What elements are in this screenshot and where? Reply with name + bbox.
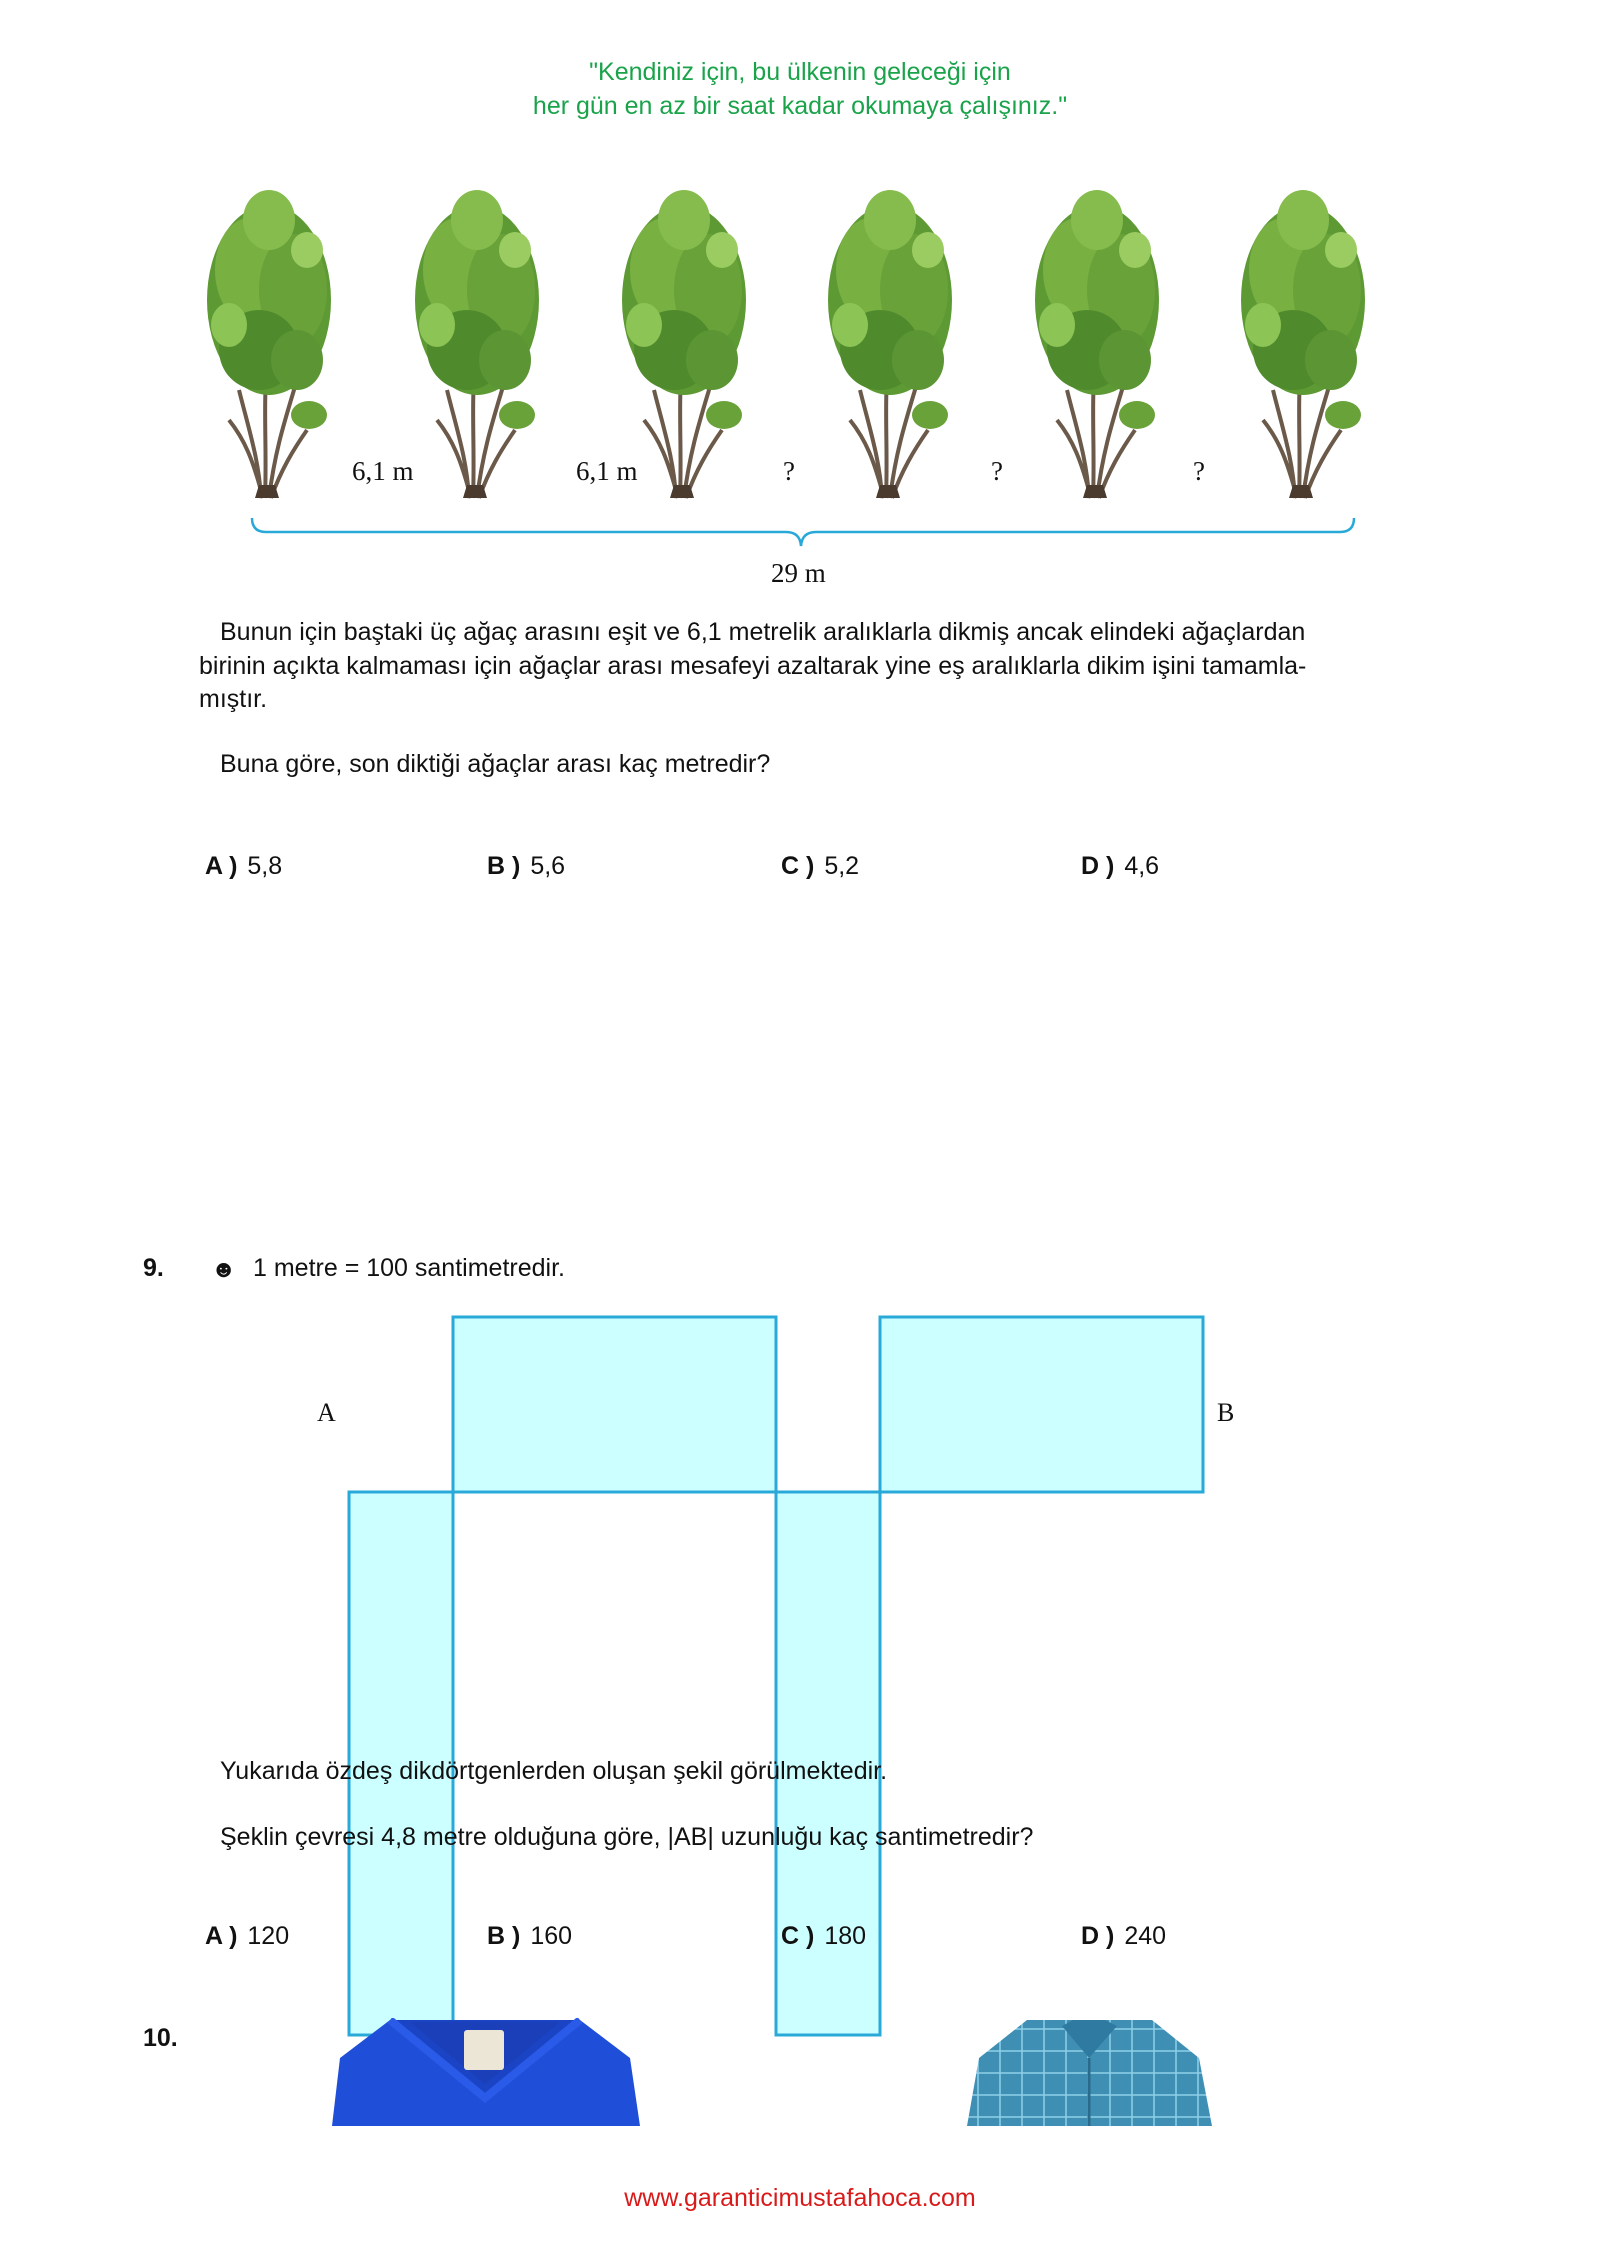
option-letter: C ): [781, 1922, 815, 1950]
paragraph-line-1: Bunun için baştaki üç ağaç arasını eşit ve 6,1 metrelik aralıklarla dikmiş ancak elindeki ağaçlardan: [220, 618, 1306, 646]
smiley-icon: ☻: [211, 1256, 237, 1283]
option-letter: B ): [487, 852, 521, 880]
question9-question: Şeklin çevresi 4,8 metre olduğuna göre, |AB| uzunluğu kaç santimetredir?: [220, 1823, 1034, 1851]
sweater-image: [330, 2018, 642, 2126]
point-b-label: B: [1217, 1398, 1235, 1427]
quote-line-1: "Kendiniz için, bu ülkenin geleceği için: [589, 58, 1011, 86]
option-value: 160: [530, 1922, 573, 1950]
gap-label-2: 6,1 m: [576, 456, 638, 486]
question9-number: 9.: [143, 1254, 164, 1282]
option-value: 180: [824, 1922, 867, 1950]
footer-url[interactable]: www.garanticimustafahoca.com: [624, 2184, 976, 2212]
q9-option-d[interactable]: [1081, 1922, 1166, 1951]
option-value: 5,8: [247, 852, 283, 880]
q9-option-c[interactable]: [781, 1922, 866, 1951]
gap-label-3: ?: [783, 456, 795, 486]
point-a-label: A: [317, 1398, 336, 1427]
option-value: 5,2: [824, 852, 860, 880]
gap-label-5: ?: [1193, 456, 1205, 486]
rectangle-horizontal-2: [880, 1317, 1203, 1492]
option-letter: D ): [1081, 1922, 1115, 1950]
total-distance-label: 29 m: [771, 558, 826, 588]
option-letter: A ): [205, 1922, 238, 1950]
option-letter: C ): [781, 852, 815, 880]
option-letter: B ): [487, 1922, 521, 1950]
q9-option-b[interactable]: [487, 1922, 572, 1951]
paragraph-line-2: birinin açıkta kalmaması için ağaçlar arası mesafeyi azaltarak yine eş aralıklarla dikim işini tamamla-: [199, 651, 1307, 680]
option-value: 120: [247, 1922, 290, 1950]
gap-label-1: 6,1 m: [352, 456, 414, 486]
option-letter: D ): [1081, 852, 1115, 880]
option-letter: A ): [205, 852, 238, 880]
option-value: 4,6: [1124, 852, 1160, 880]
option-value: 5,6: [530, 852, 566, 880]
gap-label-4: ?: [991, 456, 1003, 486]
plaid-shirt-image: [967, 2018, 1212, 2126]
question9-statement: Yukarıda özdeş dikdörtgenlerden oluşan şekil görülmektedir.: [220, 1757, 888, 1785]
quote-line-2: her gün en az bir saat kadar okumaya çalışınız.": [532, 92, 1068, 120]
q9-option-a[interactable]: [205, 1922, 289, 1951]
rectangle-horizontal-1: [453, 1317, 776, 1492]
question9-note: 1 metre = 100 santimetredir.: [253, 1254, 565, 1282]
question8-question: Buna göre, son diktiği ağaçlar arası kaç metredir?: [220, 750, 771, 778]
paragraph-line-3: mıştır.: [199, 685, 268, 713]
option-value: 240: [1124, 1922, 1167, 1950]
question10-number: 10.: [143, 2024, 178, 2052]
